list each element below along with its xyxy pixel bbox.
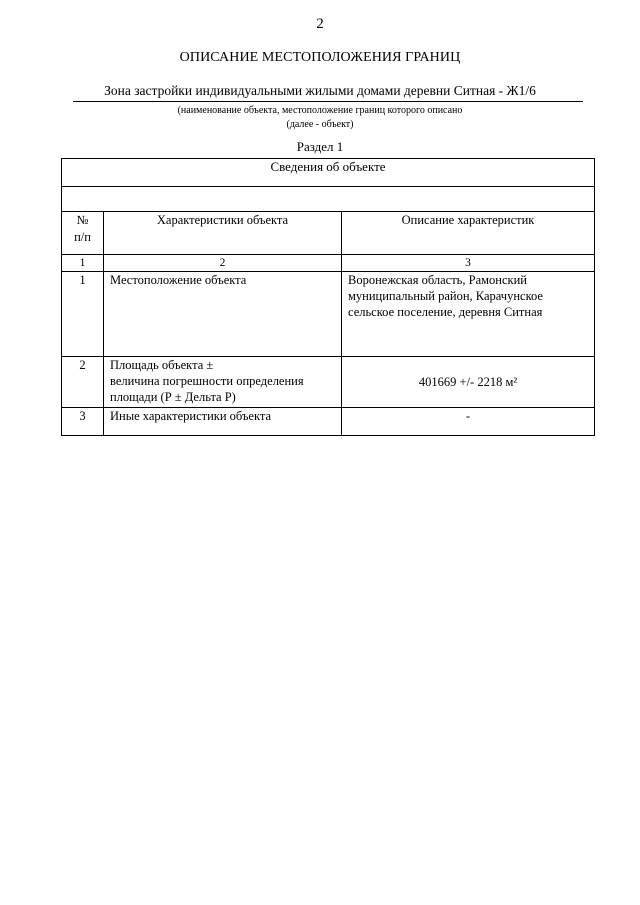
- table-heading: Сведения об объекте: [62, 159, 595, 187]
- row-description: 401669 +/- 2218 м²: [342, 357, 595, 408]
- table-row: [62, 272, 595, 357]
- row-description: Воронежская область, Рамонский муниципальный район, Карачунское сельское поселение, деревня Ситная: [342, 272, 595, 357]
- column-number: 1: [62, 255, 104, 272]
- object-info-table: [61, 158, 595, 436]
- row-description: -: [342, 408, 595, 436]
- object-name-caption-line2: (далее - объект): [286, 119, 354, 130]
- header-description: Описание характеристик: [342, 212, 595, 255]
- table-row: [62, 408, 595, 436]
- table-header-row: [62, 212, 595, 255]
- row-num: 2: [62, 357, 104, 408]
- object-name: Зона застройки индивидуальными жилыми домами деревни Ситная - Ж1/6: [104, 83, 536, 98]
- row-characteristic: Иные характеристики объекта: [104, 408, 342, 436]
- row-characteristic: Площадь объекта ± величина погрешности определения площади (Р ± Дельта Р): [104, 357, 342, 408]
- section-title: Раздел 1: [296, 139, 344, 154]
- column-number-row: [62, 255, 595, 272]
- document-title: ОПИСАНИЕ МЕСТОПОЛОЖЕНИЯ ГРАНИЦ: [179, 50, 461, 65]
- table-heading-row: [62, 159, 595, 187]
- column-number: 3: [342, 255, 595, 272]
- table-blank-cell: [62, 187, 595, 212]
- page-number: 2: [316, 16, 324, 32]
- column-number: 2: [104, 255, 342, 272]
- table-row: [62, 357, 595, 408]
- row-num: 3: [62, 408, 104, 436]
- table-blank-row: [62, 187, 595, 212]
- row-num: 1: [62, 272, 104, 357]
- object-name-caption-line1: (наименование объекта, местоположение границ которого описано: [177, 105, 463, 116]
- header-characteristics: Характеристики объекта: [104, 212, 342, 255]
- row-characteristic: Местоположение объекта: [104, 272, 342, 357]
- header-num: № п/п: [62, 212, 104, 255]
- object-name-underline: [73, 101, 583, 102]
